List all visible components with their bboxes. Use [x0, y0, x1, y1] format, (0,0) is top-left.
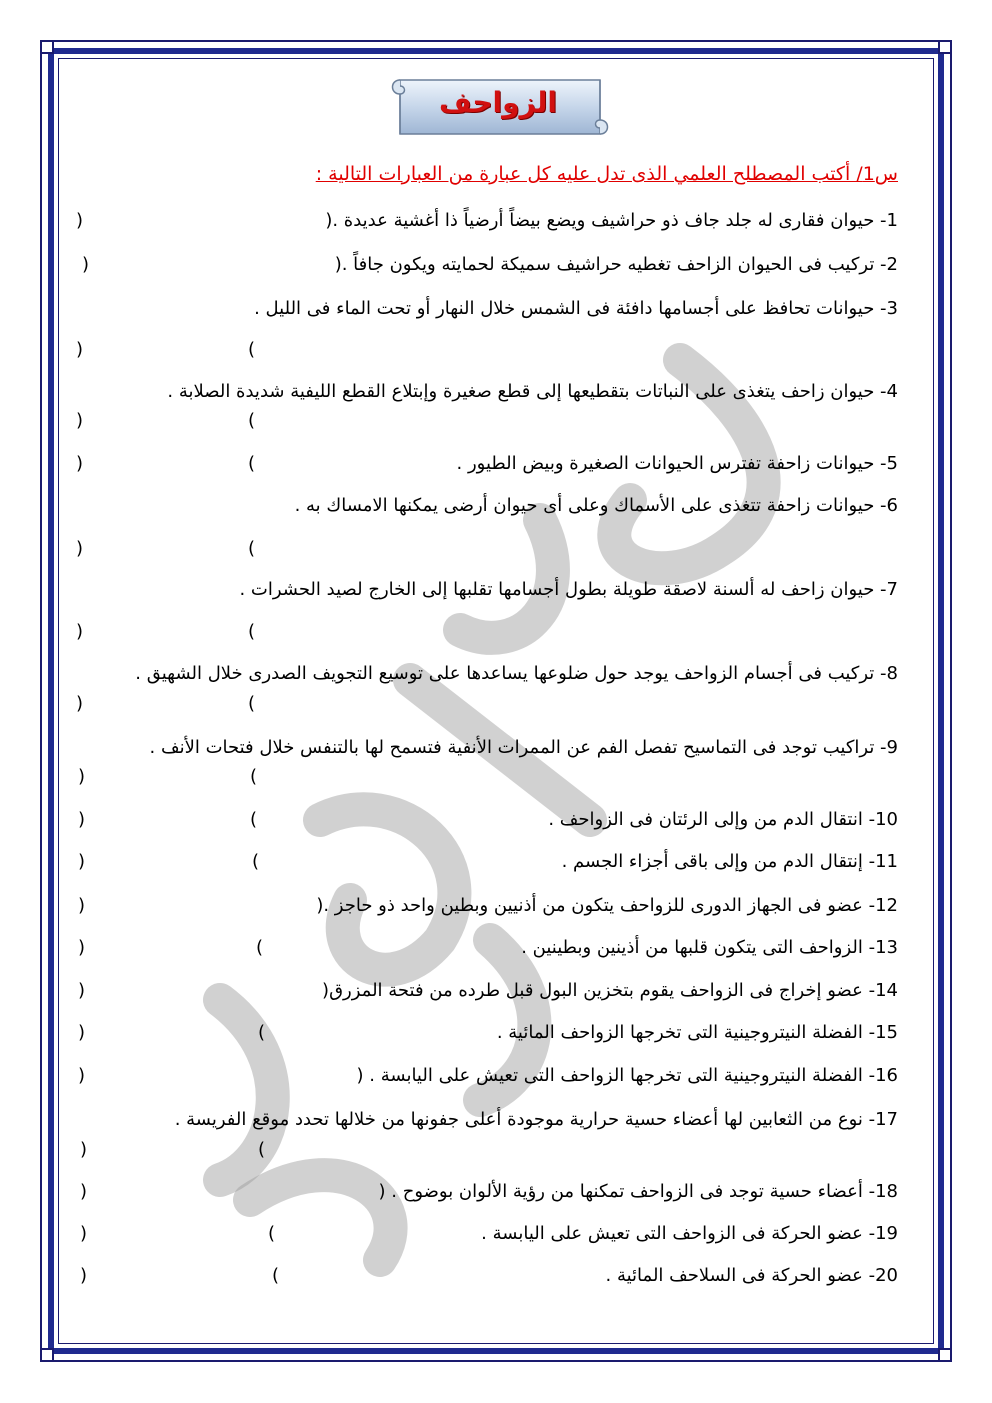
list-item [70, 492, 898, 519]
list-item [70, 934, 898, 961]
item-text: 6- حيوانات زاحفة تتغذى على الأسماك وعلى أى حيوان أرضى يمكنها الامساك به . [294, 495, 898, 516]
item-text: 5- حيوانات زاحفة تفترس الحيوانات الصغيرة وبيض الطيور . [456, 453, 898, 474]
answer-paren-open: ( [250, 809, 258, 830]
list-item [70, 450, 898, 477]
item-text: 20- عضو الحركة فى السلاحف المائية . [605, 1265, 898, 1286]
answer-paren-close: ) [80, 1265, 88, 1286]
list-item [70, 378, 898, 405]
item-text: 13- الزواحف التى يتكون قلبها من أذينين وبطينين . [521, 937, 898, 958]
answer-paren-open: ( [248, 453, 256, 474]
title-banner [386, 72, 610, 144]
list-item [70, 806, 898, 833]
answer-paren-open: ( [248, 538, 256, 559]
list-item [70, 207, 898, 234]
answer-paren-close: ) [78, 1065, 86, 1086]
item-text: 7- حيوان زاحف له ألسنة لاصقة طويلة بطول أجسامها تقلبها إلى الخارج لصيد الحشرات . [239, 579, 898, 600]
item-text: 8- تركيب فى أجسام الزواحف يوجد حول ضلوعها يساعدها على توسيع التجويف الصدرى خلال الشهيق . [135, 663, 898, 684]
answer-paren-open: ( [248, 621, 256, 642]
list-item [70, 892, 898, 919]
answer-paren-close: ) [78, 851, 86, 872]
list-item [70, 295, 898, 322]
answer-paren-open: ( [248, 339, 256, 360]
item-text: 19- عضو الحركة فى الزواحف التى تعيش على اليابسة . [481, 1223, 898, 1244]
item-text: 11- إنتقال الدم من وإلى باقى أجزاء الجسم . [561, 851, 898, 872]
list-item [70, 977, 898, 1004]
item-text: 14- عضو إخراج فى الزواحف يقوم بتخزين البول قبل طرده من فتحة المزرق( [322, 980, 898, 1001]
answer-paren-close: ) [76, 410, 84, 431]
item-text: 1- حيوان فقارى له جلد جاف ذو حراشيف ويضع بيضاً أرضياً ذا أغشية عديدة .( [325, 210, 898, 231]
page-title: الزواحف [438, 86, 558, 119]
answer-paren-open: ( [268, 1223, 276, 1244]
question-heading: س1/ أكتب المصطلح العلمي الذى تدل عليه كل عبارة من العبارات التالية : [315, 163, 898, 185]
answer-paren-close: ) [78, 1022, 86, 1043]
list-item [70, 251, 898, 278]
list-item [70, 1178, 898, 1205]
list-item [70, 660, 898, 687]
list-item [70, 734, 898, 761]
answer-paren-close: ) [80, 1223, 88, 1244]
item-text: 18- أعضاء حسية توجد فى الزواحف تمكنها من رؤية الألوان بوضوح . ( [378, 1181, 898, 1202]
list-item [70, 1062, 898, 1089]
answer-paren-close: ) [76, 339, 84, 360]
list-item [70, 576, 898, 603]
list-item [70, 848, 898, 875]
answer-paren-close: ) [78, 980, 86, 1001]
answer-paren-close: ) [78, 895, 86, 916]
answer-paren-close: ) [82, 254, 90, 275]
answer-paren-close: ) [76, 538, 84, 559]
list-item [70, 1106, 898, 1133]
corner-ornament [938, 40, 952, 54]
answer-paren-close: ) [76, 210, 84, 231]
answer-paren-open: ( [250, 766, 258, 787]
item-text: 2- تركيب فى الحيوان الزاحف تغطيه حراشيف سميكة لحمايته ويكون جافاً .( [334, 254, 898, 275]
answer-paren-open: ( [248, 693, 256, 714]
item-text: 12- عضو فى الجهاز الدورى للزواحف يتكون من أذنيين وبطين واحد ذو حاجز .( [316, 895, 898, 916]
answer-paren-close: ) [80, 1139, 88, 1160]
answer-paren-close: ) [76, 621, 84, 642]
answer-paren-close: ) [78, 809, 86, 830]
answer-paren-open: ( [248, 410, 256, 431]
item-text: 10- انتقال الدم من وإلى الرئتان فى الزواحف . [548, 809, 898, 830]
answer-paren-close: ) [78, 766, 86, 787]
answer-paren-close: ) [76, 453, 84, 474]
list-item [70, 1262, 898, 1289]
answer-paren-open: ( [258, 1139, 266, 1160]
answer-paren-open: ( [252, 851, 260, 872]
list-item [70, 1220, 898, 1247]
item-text: 16- الفضلة النيتروجينية التى تخرجها الزواحف التى تعيش على اليابسة . ( [356, 1065, 898, 1086]
item-text: 3- حيوانات تحافظ على أجسامها دافئة فى الشمس خلال النهار أو تحت الماء فى الليل . [254, 298, 898, 319]
corner-ornament [40, 1348, 54, 1362]
item-text: 17- نوع من الثعابين لها أعضاء حسية حرارية موجودة أعلى جفونها من خلالها تحدد موقع الفريسة . [174, 1109, 898, 1130]
item-text: 15- الفضلة النيتروجينية التى تخرجها الزواحف المائية . [496, 1022, 898, 1043]
answer-paren-open: ( [256, 937, 264, 958]
answer-paren-open: ( [258, 1022, 266, 1043]
answer-paren-close: ) [78, 937, 86, 958]
item-text: 9- تراكيب توجد فى التماسيح تفصل الفم عن الممرات الأنفية فتسمح لها بالتنفس خلال فتحات الأنف . [149, 737, 898, 758]
answer-paren-close: ) [80, 1181, 88, 1202]
answer-paren-close: ) [76, 693, 84, 714]
answer-paren-open: ( [272, 1265, 280, 1286]
list-item [70, 1019, 898, 1046]
corner-ornament [938, 1348, 952, 1362]
item-text: 4- حيوان زاحف يتغذى على النباتات بتقطيعها إلى قطع صغيرة وإبتلاع القطع الليفية شديدة الصلابة . [167, 381, 898, 402]
corner-ornament [40, 40, 54, 54]
